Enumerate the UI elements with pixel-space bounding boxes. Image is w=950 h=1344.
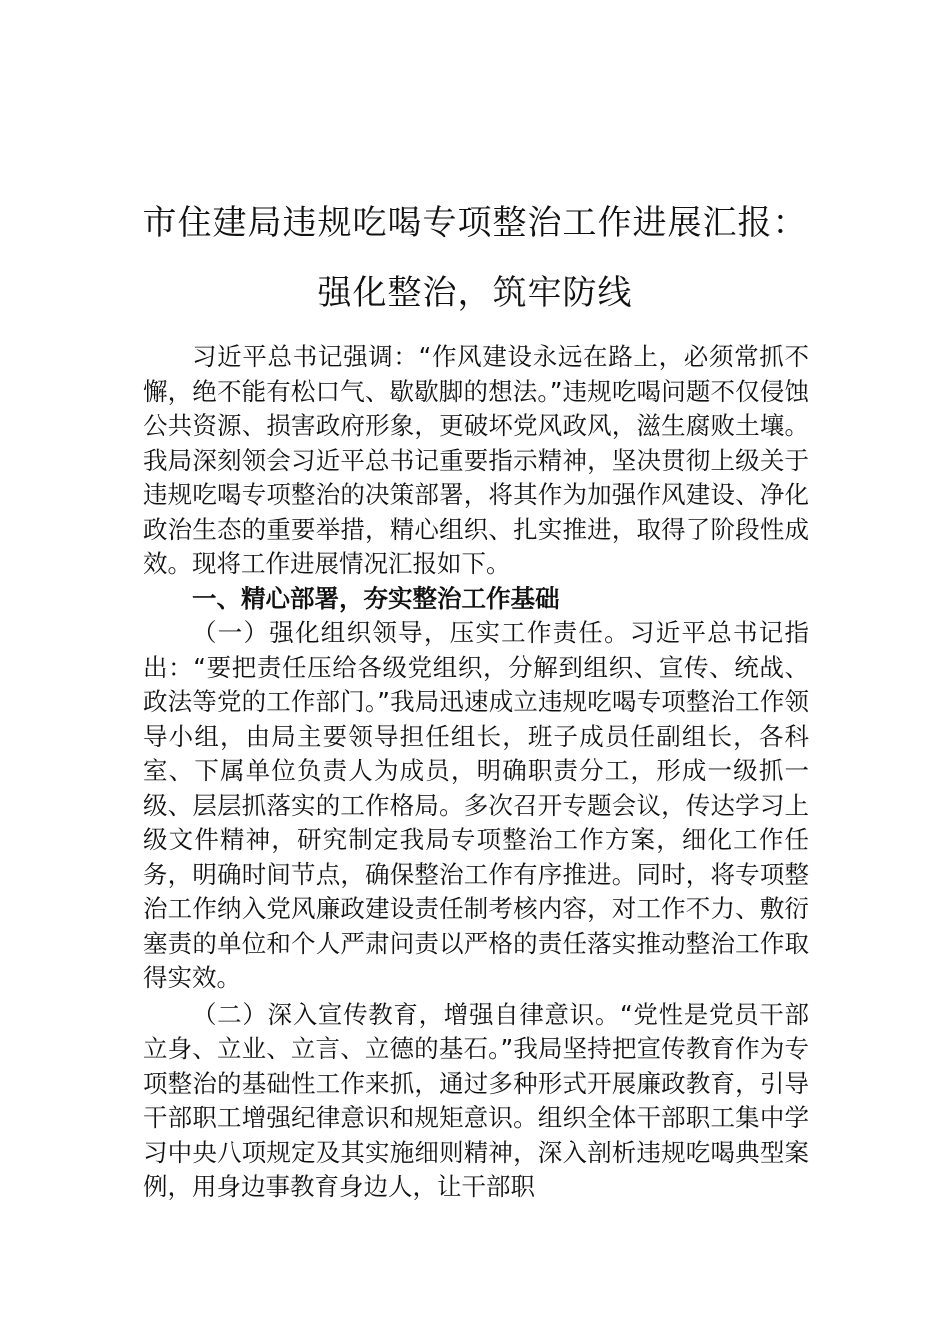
- section-heading-1: 一、精心部署，夯实整治工作基础: [192, 583, 560, 613]
- subsection-paragraph-2: （二）深入宣传教育，增强自律意识。“党性是党员干部立身、立业、立言、立德的基石。”我局坚持把宣传教育作为专项整治的基础性工作来抓，通过多种形式开展廉政教育，引导干部职工增强纪律意识和规矩意识。组织全体干部职工集中学习中央八项规定及其实施细则精神，深入剖析违规吃喝典型案例，用身边事教育身边人，让干部职: [143, 999, 809, 1201]
- document-body: [143, 340, 809, 1205]
- intro-paragraph: 习近平总书记强调：“作风建设永远在路上，必须常抓不懈，绝不能有松口气、歇歇脚的想法。”违规吃喝问题不仅侵蚀公共资源、损害政府形象，更破坏党风政风，滋生腐败土壤。我局深刻领会习近平总书记重要指示精神，坚决贯彻上级关于违规吃喝专项整治的决策部署，将其作为加强作风建设、净化政治生态的重要举措，精心组织、扎实推进，取得了阶段性成效。现将工作进展情况汇报如下。: [143, 342, 809, 578]
- document-title-line-2: 强化整治，筑牢防线: [317, 272, 633, 313]
- subsection-paragraph-1: （一）强化组织领导，压实工作责任。习近平总书记指出：“要把责任压给各级党组织，分解到组织、宣传、统战、政法等党的工作部门。”我局迅速成立违规吃喝专项整治工作领导小组，由局主要领导担任组长，班子成员任副组长，各科室、下属单位负责人为成员，明确职责分工，形成一级抓一级、层层抓落实的工作格局。多次召开专题会议，传达学习上级文件精神，研究制定我局专项整治工作方案，细化工作任务，明确时间节点，确保整治工作有序推进。同时，将专项整治工作纳入党风廉政建设责任制考核内容，对工作不力、敷衍塞责的单位和个人严肃问责以严格的责任落实推动整治工作取得实效。: [143, 618, 809, 992]
- document-title-line-1: 市住建局违规吃喝专项整治工作进展汇报：: [142, 202, 808, 243]
